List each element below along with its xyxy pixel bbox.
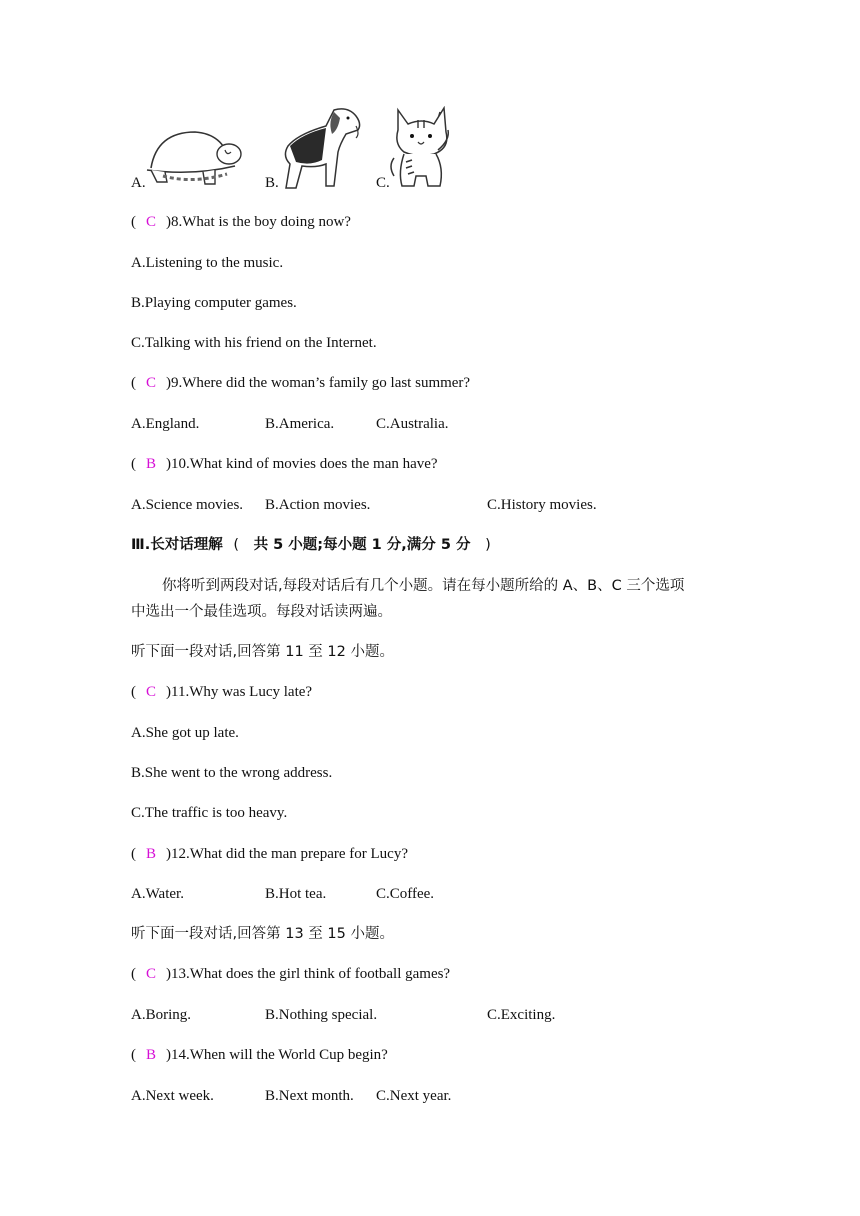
- answer-letter: B: [145, 846, 156, 862]
- question-text: )12.What did the man prepare for Lucy?: [166, 846, 408, 862]
- question-14: [131, 1045, 388, 1065]
- section-paren-open: (: [233, 537, 239, 553]
- option-c: C.Next year.: [376, 1088, 452, 1104]
- option-b: B.Nothing special.: [265, 1007, 378, 1023]
- question-9: [131, 373, 470, 393]
- option-c: C.The traffic is too heavy.: [131, 805, 288, 821]
- option-b: B.Action movies.: [265, 497, 371, 513]
- answer-paren-open: (: [131, 456, 136, 472]
- option-a: A.Next week.: [131, 1088, 214, 1104]
- section-instructions-1: 你将听到两段对话,每段对话后有几个小题。请在每小题所给的 A、B、C 三个选项: [162, 578, 685, 594]
- option-c: C.Australia.: [376, 416, 449, 432]
- answer-paren-open: (: [131, 214, 136, 230]
- answer-letter: C: [145, 684, 156, 700]
- answer-letter: B: [145, 456, 156, 472]
- option-a: A.England.: [131, 416, 200, 432]
- picture-label-a: A.: [131, 175, 146, 191]
- option-a: A.Science movies.: [131, 497, 244, 513]
- question-8: [131, 212, 351, 232]
- option-b: B.She went to the wrong address.: [131, 765, 333, 781]
- cat-icon: [388, 106, 458, 192]
- question-12: [131, 844, 408, 864]
- answer-paren-open: (: [131, 966, 136, 982]
- section-instructions-2: 中选出一个最佳选项。每段对话读两遍。: [131, 604, 392, 620]
- answer-letter: C: [145, 214, 156, 230]
- option-b: B.Next month.: [265, 1088, 354, 1104]
- option-a: A.Boring.: [131, 1007, 191, 1023]
- option-b: B.America.: [265, 416, 335, 432]
- option-a: A.She got up late.: [131, 725, 239, 741]
- question-text: )14.When will the World Cup begin?: [166, 1047, 388, 1063]
- dog-icon: [276, 104, 366, 192]
- question-text: )13.What does the girl think of football games?: [166, 966, 451, 982]
- option-b: B.Playing computer games.: [131, 295, 297, 311]
- answer-letter: C: [145, 375, 156, 391]
- option-b: B.Hot tea.: [265, 886, 327, 902]
- picture-label-b: B.: [265, 175, 279, 191]
- dialog-2-note: 听下面一段对话,回答第 13 至 15 小题。: [131, 926, 394, 942]
- dialog-1-note: 听下面一段对话,回答第 11 至 12 小题。: [131, 644, 394, 660]
- question-11: [131, 682, 312, 702]
- question-text: )11.Why was Lucy late?: [166, 684, 313, 700]
- section-heading: [131, 535, 491, 555]
- section-paren-close: ): [485, 537, 491, 553]
- option-a: A.Water.: [131, 886, 184, 902]
- question-10: [131, 454, 438, 474]
- section-scoring: 共 5 小题;每小题 1 分,满分 5 分: [253, 537, 471, 553]
- answer-paren-open: (: [131, 375, 136, 391]
- question-text: )10.What kind of movies does the man have?: [166, 456, 438, 472]
- answer-paren-open: (: [131, 1047, 136, 1063]
- option-c: C.Talking with his friend on the Internet.: [131, 335, 377, 351]
- question-text: )9.Where did the woman’s family go last summer?: [166, 375, 471, 391]
- question-text: )8.What is the boy doing now?: [166, 214, 351, 230]
- option-c: C.Exciting.: [487, 1007, 556, 1023]
- picture-label-c: C.: [376, 175, 390, 191]
- answer-letter: C: [145, 966, 156, 982]
- question-13: [131, 964, 450, 984]
- answer-letter: B: [145, 1047, 156, 1063]
- option-c: C.Coffee.: [376, 886, 435, 902]
- answer-paren-open: (: [131, 846, 136, 862]
- answer-paren-open: (: [131, 684, 136, 700]
- turtle-icon: [143, 126, 243, 190]
- section-title: Ⅲ.长对话理解: [131, 537, 223, 553]
- option-c: C.History movies.: [487, 497, 597, 513]
- option-a: A.Listening to the music.: [131, 255, 284, 271]
